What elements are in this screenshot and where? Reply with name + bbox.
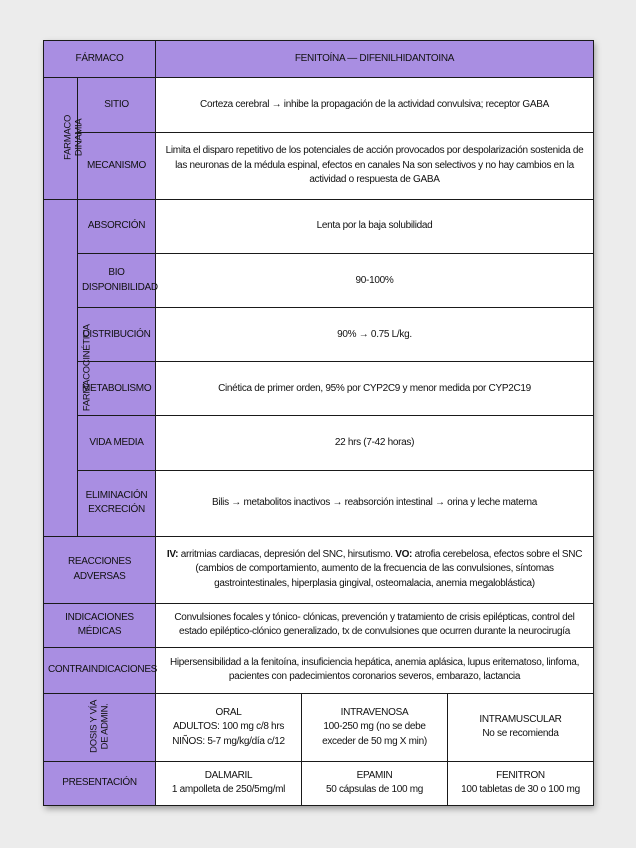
presentacion-brand: DALMARIL — [204, 769, 253, 781]
mecanismo-label: MECANISMO — [78, 133, 156, 200]
distribucion-row — [44, 308, 594, 362]
indicaciones-value: Convulsiones focales y tónico- clónicas, prevención y tratamiento de crisis epilépticas, control del estado epiléptico-clónico generalizado, tx de convulsiones que ocurren durante la neurocirugía — [156, 603, 594, 647]
presentacion-detail: 100 tabletas de 30 o 100 mg — [461, 784, 580, 796]
indicaciones-row — [44, 603, 594, 647]
biodisponibilidad-label — [78, 254, 156, 308]
dosis-label-cell — [44, 693, 156, 761]
distribucion-value: 90% → 0.75 L/kg. — [156, 308, 594, 362]
dosis-oral-line2: NIÑOS: 5-7 mg/kg/día c/12 — [172, 735, 285, 747]
contraindicaciones-value: Hipersensibilidad a la fenitoína, insuficiencia hepática, anemia aplásica, lupus eritematoso, linfoma, pacientes con padecimientos coronarios severos, embarazo, lactancia — [156, 647, 594, 693]
reacciones-value — [156, 536, 594, 603]
biodisponibilidad-label-2: DISPONIBILIDAD — [82, 281, 158, 293]
dosis-oral — [156, 693, 302, 761]
farmacodinamia-group — [44, 78, 85, 200]
presentacion-brand: FENITRON — [496, 769, 545, 781]
eliminacion-label-1: ELIMINACIÓN — [85, 489, 148, 501]
dosis-oral-line1: ADULTOS: 100 mg c/8 hrs — [172, 721, 285, 733]
vida-media-row — [44, 416, 594, 470]
reacciones-vo-tag: VO: — [395, 548, 413, 560]
reacciones-iv-text: arritmias cardiacas, depresión del SNC, hirsutismo. — [180, 548, 393, 560]
vida-media-label: VIDA MEDIA — [78, 416, 156, 470]
farmacodinamia-label: FARMACO DINAMIA — [62, 115, 85, 161]
biodisponibilidad-label-1: BIO — [108, 267, 125, 279]
eliminacion-value: Bilis → metabolitos inactivos → reabsorción intestinal → orina y leche materna — [156, 470, 594, 536]
dosis-iv-line1: 100-250 mg (no se debe — [323, 721, 426, 733]
metabolismo-row — [44, 362, 594, 416]
drug-name: FENITOÍNA — DIFENILHIDANTOINA — [156, 41, 594, 78]
presentacion-row — [44, 761, 594, 805]
dosis-label: DOSIS Y VÍA DE ADMIN. — [88, 699, 111, 753]
mecanismo-row — [44, 133, 594, 200]
presentacion-item — [156, 761, 302, 805]
absorcion-row — [44, 200, 594, 254]
reacciones-vo-text: atrofia cerebelosa, efectos sobre el SNC (cambios de comportamiento, aumento de la frecuencia de las convulsiones, síntomas gastrointestinales, hiperplasia gingival, osteomalacia, anemia megaloblástica) — [195, 548, 583, 589]
farmacocinetica-label: FARMACOCINÉTICA — [81, 323, 93, 411]
presentacion-brand: EPAMIN — [356, 769, 393, 781]
vida-media-value: 22 hrs (7-42 horas) — [156, 416, 594, 470]
header-row — [44, 41, 594, 78]
eliminacion-label — [78, 470, 156, 536]
sitio-label: SITIO — [78, 78, 156, 133]
dosis-im — [448, 693, 594, 761]
metabolismo-label: METABOLISMO — [78, 362, 156, 416]
indicaciones-label: INDICACIONES MÉDICAS — [44, 603, 156, 647]
absorcion-value: Lenta por la baja solubilidad — [156, 200, 594, 254]
farmaco-header: FÁRMACO — [44, 41, 156, 78]
reacciones-label: REACCIONES ADVERSAS — [44, 536, 156, 603]
reacciones-row — [44, 536, 594, 603]
dosis-iv — [302, 693, 448, 761]
drug-table — [43, 40, 594, 806]
presentacion-detail: 1 ampolleta de 250/5mg/ml — [171, 784, 286, 796]
dosis-iv-line2: exceder de 50 mg X min) — [322, 735, 427, 747]
distribucion-label: DISTRIBUCIÓN — [78, 308, 156, 362]
farmacocinetica-group — [44, 200, 93, 536]
eliminacion-row — [44, 470, 594, 536]
dosis-row — [44, 693, 594, 761]
dosis-oral-title: ORAL — [215, 706, 242, 718]
presentacion-item — [448, 761, 594, 805]
reacciones-iv-tag: IV: — [166, 548, 179, 560]
contraindicaciones-row — [44, 647, 594, 693]
sitio-value: Corteza cerebral → inhibe la propagación de la actividad convulsiva; receptor GABA — [156, 78, 594, 133]
sitio-row — [44, 78, 594, 133]
dosis-iv-title: INTRAVENOSA — [340, 706, 409, 718]
drug-info-sheet — [43, 40, 593, 806]
metabolismo-value: Cinética de primer orden, 95% por CYP2C9 y menor medida por CYP2C19 — [156, 362, 594, 416]
eliminacion-label-2: EXCRECIÓN — [88, 504, 145, 516]
absorcion-label: ABSORCIÓN — [78, 200, 156, 254]
contraindicaciones-label: CONTRAINDICACIONES — [44, 647, 156, 693]
presentacion-label: PRESENTACIÓN — [44, 761, 156, 805]
biodisponibilidad-row — [44, 254, 594, 308]
biodisponibilidad-value: 90-100% — [156, 254, 594, 308]
dosis-im-line1: No se recomienda — [482, 728, 559, 740]
presentacion-item — [302, 761, 448, 805]
dosis-im-title: INTRAMUSCULAR — [479, 713, 562, 725]
mecanismo-value: Limita el disparo repetitivo de los potenciales de acción provocados por despolarización sostenida de las neuronas de la médula espinal, efectos en canales Na son selectivos y no hay cambios en la actividad o respuesta de GABA — [156, 133, 594, 200]
presentacion-detail: 50 cápsulas de 100 mg — [325, 784, 424, 796]
